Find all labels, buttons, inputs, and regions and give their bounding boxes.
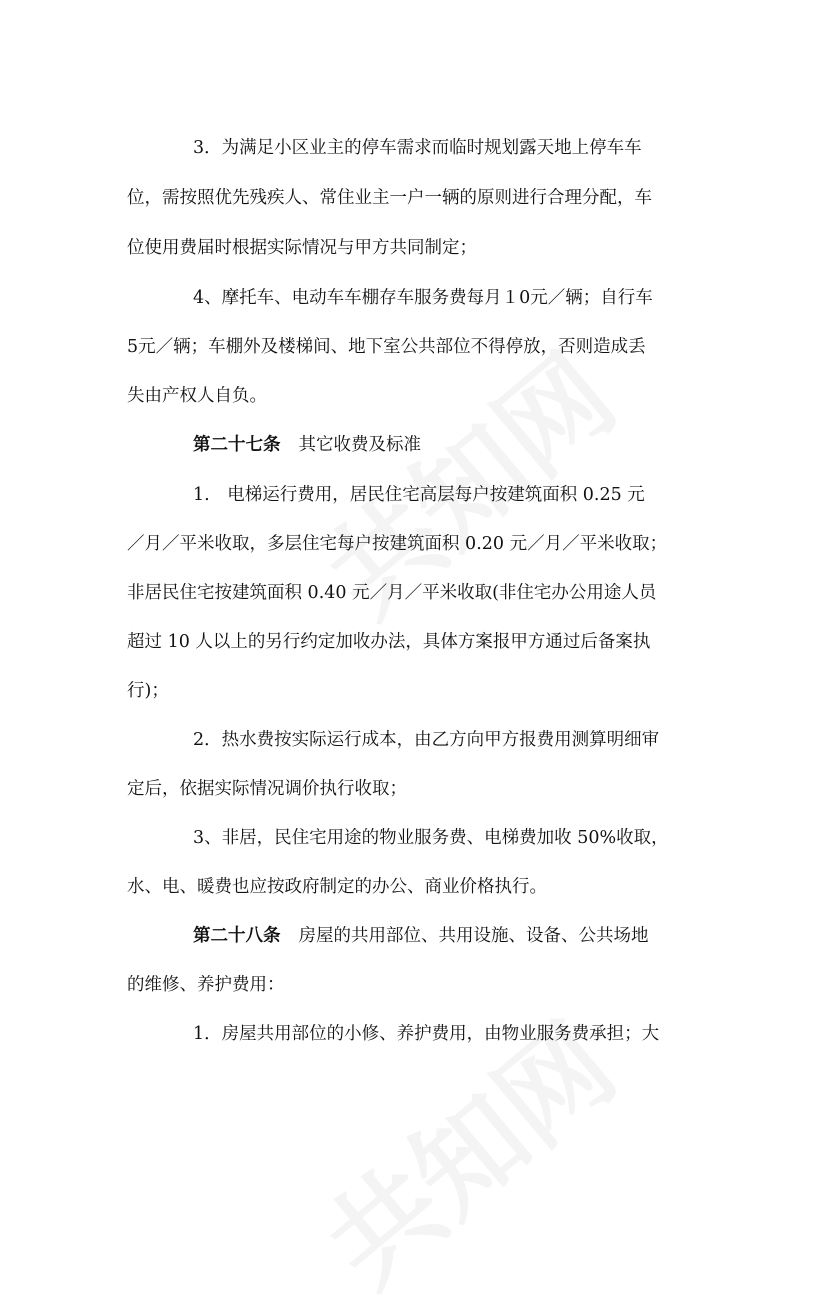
paragraph-line: ／月／平米收取，多层住宅每户按建筑面积 0.20 元／月／平米收取； xyxy=(127,534,668,554)
article-title: 房屋的共用部位、共用设施、设备、公共场地 xyxy=(298,926,649,946)
paragraph-line: 行)； xyxy=(127,681,169,701)
article-number: 第二十七条 xyxy=(193,435,281,455)
paragraph-line: 3、非居，民住宅用途的物业服务费、电梯费加收 50%收取， xyxy=(193,828,669,848)
paragraph-line: 位，需按照优先残疾人、常住业主一户一辆的原则进行合理分配，车 xyxy=(127,188,652,208)
paragraph-line: 4、摩托车、电动车车棚存车服务费每月１0元／辆；自行车 xyxy=(193,288,653,308)
paragraph-line: 2．热水费按实际运行成本，由乙方向甲方报费用测算明细审 xyxy=(193,730,660,750)
article-heading-28 xyxy=(193,921,649,951)
paragraph-line: 5元／辆；车棚外及楼梯间、地下室公共部位不得停放，否则造成丢 xyxy=(127,337,646,357)
article-number: 第二十八条 xyxy=(193,926,281,946)
article-heading-27 xyxy=(193,430,421,460)
paragraph-line: 位使用费届时根据实际情况与甲方共同制定； xyxy=(127,238,477,258)
paragraph-line: 定后，依据实际情况调价执行收取； xyxy=(127,779,407,799)
paragraph-line: 的维修、养护费用： xyxy=(127,975,285,995)
paragraph-line: 失由产权人自负。 xyxy=(127,386,267,406)
paragraph-line: 1. 电梯运行费用，居民住宅高层每户按建筑面积 0.25 元 xyxy=(193,485,645,505)
paragraph-line: 1．房屋共用部位的小修、养护费用，由物业服务费承担；大 xyxy=(193,1024,660,1044)
article-title: 其它收费及标准 xyxy=(298,435,421,455)
paragraph-line: 水、电、暖费也应按政府制定的办公、商业价格执行。 xyxy=(127,877,547,897)
paragraph-line: 超过 10 人以上的另行约定加收办法，具体方案报甲方通过后备案执 xyxy=(127,632,651,652)
paragraph-line: 3．为满足小区业主的停车需求而临时规划露天地上停车车 xyxy=(193,138,642,158)
paragraph-line: 非居民住宅按建筑面积 0.40 元／月／平米收取(非住宅办公用途人员 xyxy=(127,583,657,603)
